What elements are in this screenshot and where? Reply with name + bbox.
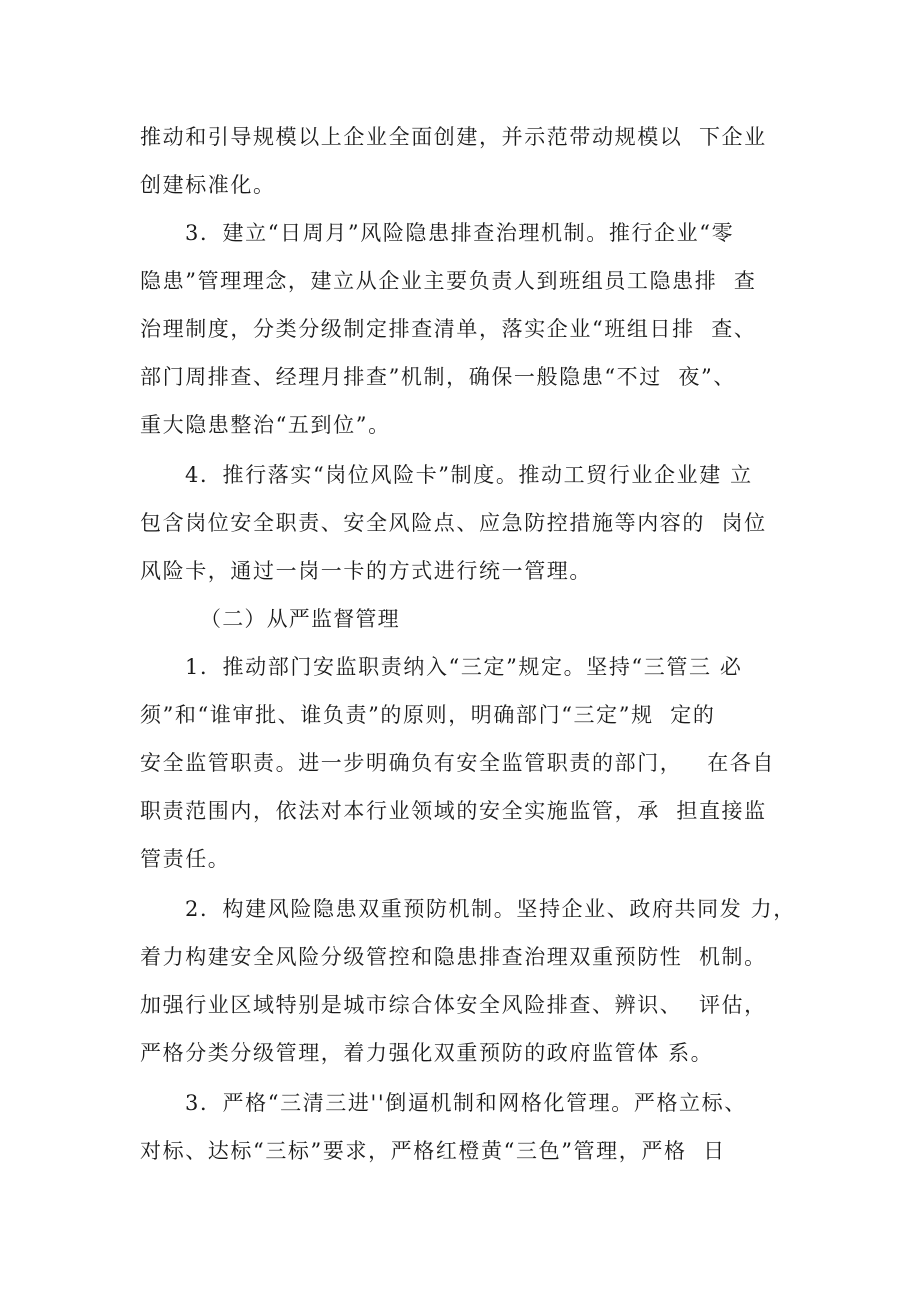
text-line: 重大隐患整治“五到位”。 <box>140 413 391 437</box>
text-line: 创建标准化。 <box>140 173 276 197</box>
text-line: 推动和引导规模以上企业全面创建，并示范带动规模以 下企业 <box>140 125 767 149</box>
paragraph-4-line: 4．推行落实“岗位风险卡”制度。推动工贸行业企业建 立 <box>185 463 753 487</box>
text-line: 安全监管职责。进一步明确负有安全监管职责的部门， 在各自 <box>140 751 776 775</box>
text-line: 管责任。 <box>140 847 231 871</box>
text-line: 加强行业区域特别是城市综合体安全风险排查、辨识、 评估， <box>140 993 767 1017</box>
paragraph-1-line: 1．推动部门安监职责纳入“三定”规定。坚持“三管三 必 <box>185 655 743 679</box>
text-line: 隐患”管理理念，建立从企业主要负责人到班组员工隐患排 查 <box>140 269 757 293</box>
text-line: 对标、达标“三标”要求，严格红橙黄“三色”管理，严格 日 <box>140 1139 726 1163</box>
section-heading: （二）从严监督管理 <box>200 607 400 631</box>
text-line: 治理制度，分类分级制定排查清单，落实企业“班组日排 查、 <box>140 317 757 341</box>
text-line: 严格分类分级管理，着力强化双重预防的政府监管体 系。 <box>140 1041 714 1065</box>
text-line: 须”和“谁审批、谁负责”的原则，明确部门“三定”规 定的 <box>140 703 716 727</box>
paragraph-2-line: 2．构建风险隐患双重预防机制。坚持企业、政府共同发 力， <box>185 897 796 921</box>
text-line: 部门周排查、经理月排查”机制，确保一般隐患“不过 夜”、 <box>140 365 736 389</box>
paragraph-3-line: 3．建立“日周月”风险隐患排查治理机制。推行企业“零 <box>185 221 735 245</box>
text-line: 职责范围内，依法对本行业领域的安全实施监管，承 担直接监 <box>140 799 767 823</box>
paragraph-3b-line: 3．严格“三清三进''倒逼机制和网格化管理。严格立标、 <box>185 1091 747 1115</box>
text-line: 着力构建安全风险分级管控和隐患排查治理双重预防性 机制。 <box>140 945 767 969</box>
text-line: 包含岗位安全职责、安全风险点、应急防控措施等内容的 岗位 <box>140 511 767 535</box>
text-line: 风险卡，通过一岗一卡的方式进行统一管理。 <box>140 559 592 583</box>
